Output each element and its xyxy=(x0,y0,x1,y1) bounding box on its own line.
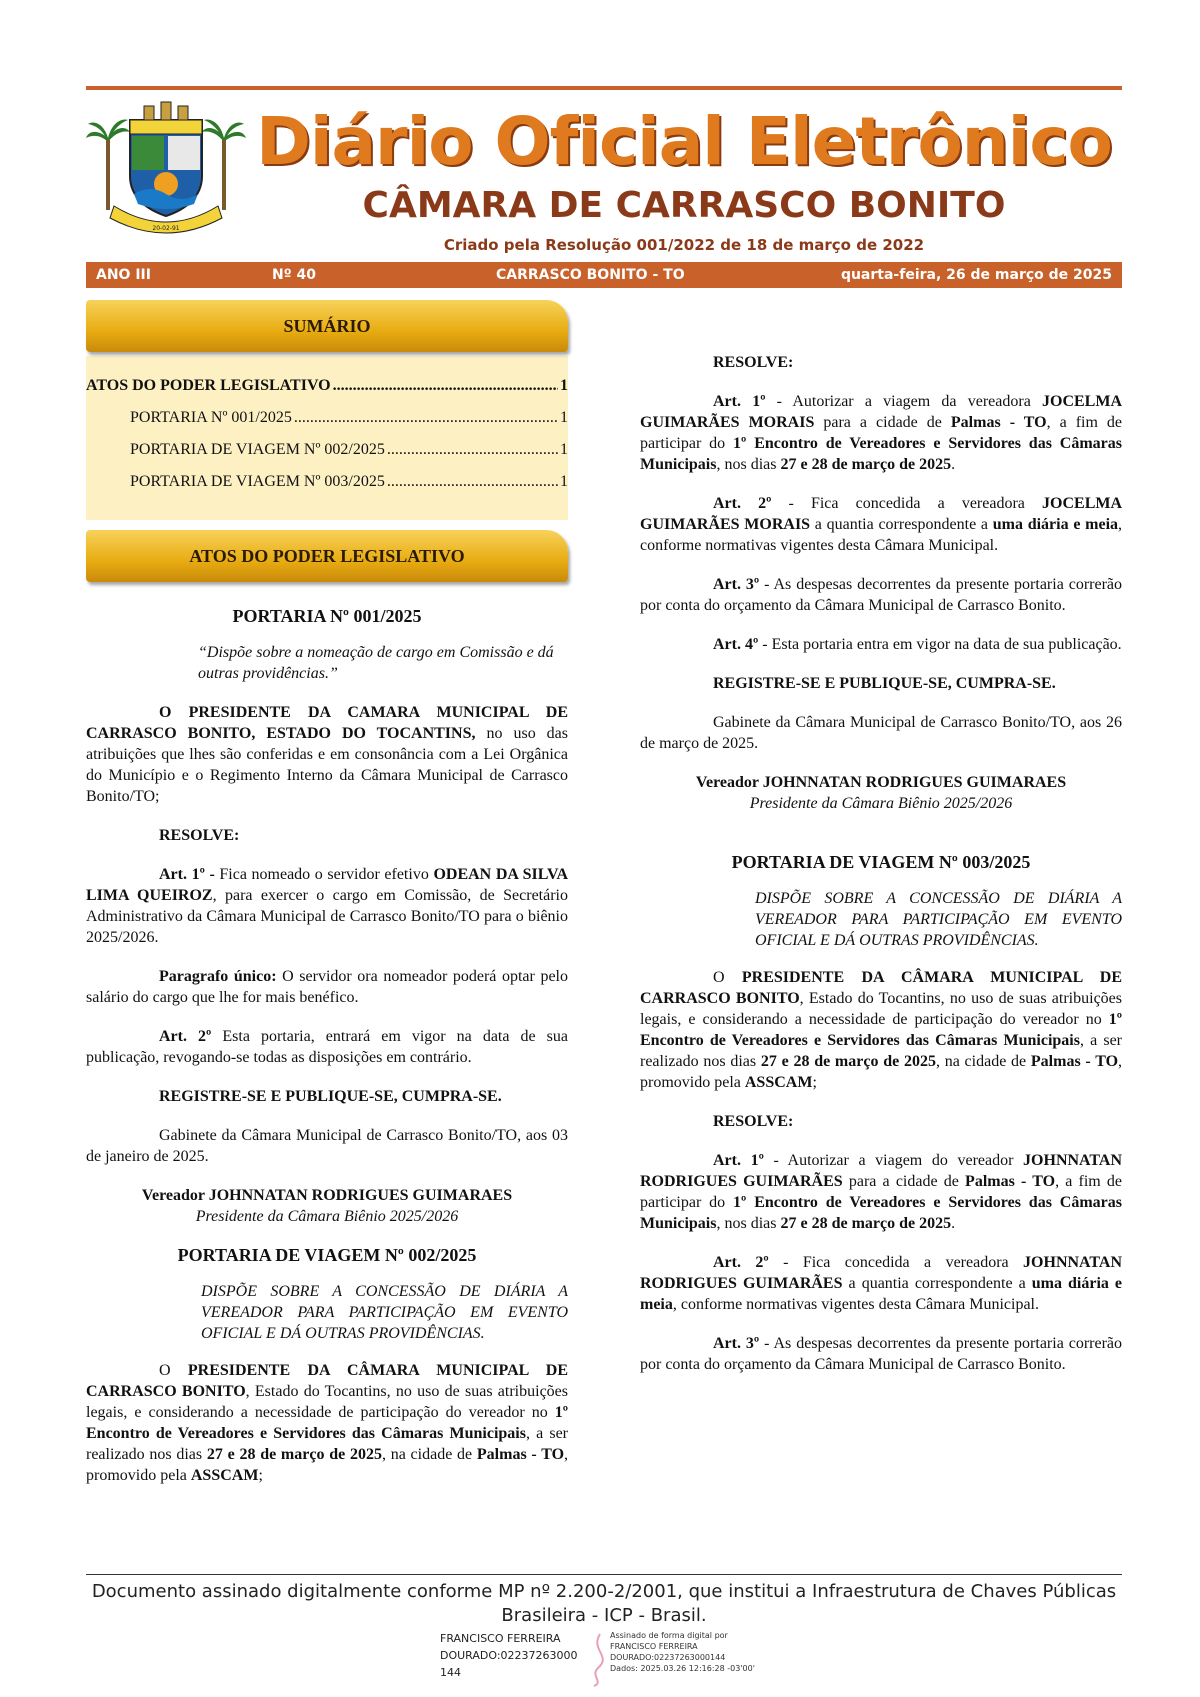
edition-date: quarta-feira, 26 de março de 2025 xyxy=(840,267,1112,283)
svg-text:20-02-91: 20-02-91 xyxy=(152,225,180,232)
portaria-3-art2: Art. 2º - Fica concedida a vereadora JOHNNATAN RODRIGUES GUIMARÃES a quantia correspondente a uma diária e meia, conforme normativas vigentes desta Câmara Municipal. xyxy=(640,1254,1123,1313)
edition-number: Nº 40 xyxy=(272,267,316,283)
signer-identity: FRANCISCO FERREIRA DOURADO:02237263000 144 xyxy=(440,1632,578,1679)
portaria-2-signer: Vereador JOHNNATAN RODRIGUES GUIMARAES xyxy=(695,774,1067,791)
summary-box xyxy=(86,356,568,520)
chamber-name: CÂMARA DE CARRASCO BONITO xyxy=(362,185,1006,226)
portaria-3-art3: Art. 3º - As despesas decorrentes da presente portaria correrão por conta do orçamento da Câmara Municipal de Carrasco Bonito. xyxy=(640,1335,1123,1373)
left-column xyxy=(86,300,568,1486)
portaria-2-ementa: DISPÕE SOBRE A CONCESSÃO DE DIÁRIA A VEREADOR PARA PARTICIPAÇÃO EM EVENTO OFICIAL E DÁ OUTRAS PROVIDÊNCIAS. xyxy=(201,1283,568,1342)
edition-location: CARRASCO BONITO - TO xyxy=(496,267,685,283)
portaria-2-art3: Art. 3º - As despesas decorrentes da presente portaria correrão por conta do orçamento da Câmara Municipal de Carrasco Bonito. xyxy=(640,576,1123,614)
portaria-1-signer-role: Presidente da Câmara Biênio 2025/2026 xyxy=(195,1208,459,1225)
portaria-2-registre: REGISTRE-SE E PUBLIQUE-SE, CUMPRA-SE. xyxy=(713,675,1056,692)
portaria-2-signer-role: Presidente da Câmara Biênio 2025/2026 xyxy=(749,795,1013,812)
portaria-2-art2: Art. 2º - Fica concedida a vereadora JOCELMA GUIMARÃES MORAIS a quantia correspondente a uma diária e meia, conforme normativas vigentes desta Câmara Municipal. xyxy=(640,495,1123,554)
right-column xyxy=(640,352,1122,1375)
portaria-1-ementa: “Dispõe sobre a nomeação de cargo em Comissão e dá outras providências.” xyxy=(198,644,554,682)
portaria-3-title: PORTARIA DE VIAGEM Nº 003/2025 xyxy=(731,852,1031,872)
portaria-2-art4: Art. 4º - Esta portaria entra em vigor na data de sua publicação. xyxy=(713,636,1122,653)
summary-heading: SUMÁRIO xyxy=(86,300,568,352)
header-top-rule xyxy=(86,86,1122,90)
portaria-1-gabinete: Gabinete da Câmara Municipal de Carrasco Bonito/TO, aos 03 de janeiro de 2025. xyxy=(86,1127,568,1165)
edition-info-bar xyxy=(86,262,1122,288)
portaria-3-ementa: DISPÕE SOBRE A CONCESSÃO DE DIÁRIA A VEREADOR PARA PARTICIPAÇÃO EM EVENTO OFICIAL E DÁ OUTRAS PROVIDÊNCIAS. xyxy=(755,890,1122,949)
digital-signature-notice: Documento assinado digitalmente conforme MP nº 2.200-2/2001, que institui a Infraestrutura de Chaves Públicas Brasileira - ICP - Brasil. xyxy=(91,1581,1117,1626)
portaria-1-resolve: RESOLVE: xyxy=(159,827,240,844)
edition-year: ANO III xyxy=(96,267,151,283)
portaria-1-registre: REGISTRE-SE E PUBLIQUE-SE, CUMPRA-SE. xyxy=(159,1088,502,1105)
portaria-1-signer: Vereador JOHNNATAN RODRIGUES GUIMARAES xyxy=(141,1187,513,1204)
portaria-2-resolve: RESOLVE: xyxy=(713,354,794,371)
toc-item[interactable]: PORTARIA DE VIAGEM Nº 002/2025 ..... 1 xyxy=(86,434,568,466)
portaria-3-resolve: RESOLVE: xyxy=(713,1113,794,1130)
portaria-1-title: PORTARIA Nº 001/2025 xyxy=(232,606,422,626)
portaria-1-preamble: O PRESIDENTE DA CAMARA MUNICIPAL DE CARRASCO BONITO, ESTADO DO TOCANTINS, no uso das atribuições que lhes são conferidas e em consonância com a Lei Orgânica do Município e o Regimento Interno da Câmara Municipal de Carrasco Bonito/TO; xyxy=(86,704,569,805)
portaria-1-art2: Art. 2º Esta portaria, entrará em vigor na data de sua publicação, revogando-se todas as disposições em contrário. xyxy=(86,1028,569,1066)
footer-rule xyxy=(86,1574,1122,1575)
portaria-2-preamble: O PRESIDENTE DA CÂMARA MUNICIPAL DE CARRASCO BONITO, Estado do Tocantins, no uso de suas atribuições legais, e considerando a necessidade de participação do vereador no 1º Encontro de Vereadores e Servidores das Câmaras Municipais, a ser realizado nos dias 27 e 28 de março de 2025, na cidade de Palmas - TO, promovido pela ASSCAM; xyxy=(86,1362,569,1484)
portaria-2-title: PORTARIA DE VIAGEM Nº 002/2025 xyxy=(177,1245,477,1265)
toc-item[interactable]: PORTARIA Nº 001/2025 ..... 1 xyxy=(86,402,568,434)
portaria-1-art1: Art. 1º - Fica nomeado o servidor efetivo ODEAN DA SILVA LIMA QUEIROZ, para exercer o cargo em Comissão, de Secretário Administrativo da Câmara Municipal de Carrasco Bonito/TO para o biênio 2025/2026. xyxy=(86,866,569,946)
portaria-2-gabinete: Gabinete da Câmara Municipal de Carrasco Bonito/TO, aos 26 de março de 2025. xyxy=(640,714,1122,752)
portaria-3-art1: Art. 1º - Autorizar a viagem do vereador JOHNNATAN RODRIGUES GUIMARÃES para a cidade de Palmas - TO, a fim de participar do 1º Encontro de Vereadores e Servidores das Câmaras Municipais, nos dias 27 e 28 de março de 2025. xyxy=(640,1152,1123,1232)
toc-item[interactable]: ATOS DO PODER LEGISLATIVO ..... 1 xyxy=(86,370,568,402)
section-heading: ATOS DO PODER LEGISLATIVO xyxy=(86,530,568,582)
signature-metadata: Assinado de forma digital por FRANCISCO FERREIRA DOURADO:02237263000144 Dados: 2025.03.26 12:16:28 -03'00' xyxy=(610,1631,755,1673)
toc-item[interactable]: PORTARIA DE VIAGEM Nº 003/2025 ..... 1 xyxy=(86,466,568,498)
creation-resolution: Criado pela Resolução 001/2022 de 18 de março de 2022 xyxy=(443,236,925,254)
journal-title: Diário Oficial Eletrônico xyxy=(256,103,1112,180)
portaria-1-paragraph: Paragrafo único: O servidor ora nomeador poderá optar pelo salário do cargo que lhe for mais benéfico. xyxy=(86,968,568,1006)
municipal-crest-icon xyxy=(86,98,246,236)
portaria-3-preamble: O PRESIDENTE DA CÂMARA MUNICIPAL DE CARRASCO BONITO, Estado do Tocantins, no uso de suas atribuições legais, e considerando a necessidade de participação do vereador no 1º Encontro de Vereadores e Servidores das Câmaras Municipais, a ser realizado nos dias 27 e 28 de março de 2025, na cidade de Palmas - TO, promovido pela ASSCAM; xyxy=(640,969,1123,1091)
portaria-2-art1: Art. 1º - Autorizar a viagem da vereadora JOCELMA GUIMARÃES MORAIS para a cidade de Palmas - TO, a fim de participar do 1º Encontro de Vereadores e Servidores das Câmaras Municipais, nos dias 27 e 28 de março de 2025. xyxy=(640,393,1123,473)
